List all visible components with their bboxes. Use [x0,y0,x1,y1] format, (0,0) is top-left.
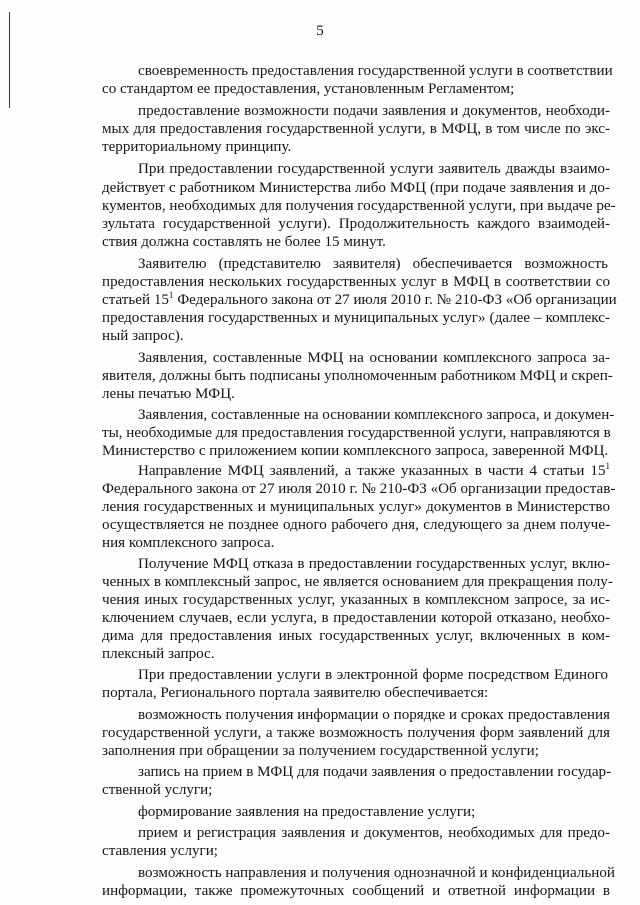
text-line: мых для предоставления государственной услуги, в МФЦ, в том числе по экс- [102,121,610,137]
text-line: ставления услуги; [102,843,218,859]
text-line: ственной услуги; [102,782,213,798]
text-line: предоставления нескольких государственных услуг в МФЦ в соответствии со [102,274,610,290]
text-line: дима для предоставления иных государственных услуг, включенных в ком- [102,628,610,644]
text-line: территориальному принципу. [102,139,292,155]
text-line: предоставление возможности подачи заявления и документов, необходи- [138,103,610,119]
text-line: Направление МФЦ заявлений, а также указанных в части 4 статьи $15^1$ [138,461,610,479]
text-line: Министерство с приложением копии комплексного запроса, заверенной МФЦ. [102,443,609,459]
text-line: Заявления, составленные МФЦ на основании комплексного запроса за- [138,350,610,366]
text-line: При предоставлении государственной услуги заявитель дважды взаимо- [138,161,610,177]
text-line: Заявителю (представителю заявителя) обеспечивается возможность [138,256,608,272]
text-line: лены печатью МФЦ. [102,386,235,402]
text-line: Получение МФЦ отказа в предоставлении государственных услуг, вклю- [138,556,610,572]
text-line: ствия должна составлять не более 15 минут. [102,234,386,250]
text-line: прием и регистрация заявления и документов, необходимых для предо- [138,825,610,841]
text-line: ления государственных и муниципальных услуг» документов в Министерство [102,499,610,515]
text-line: осуществляется не позднее одного рабочего дня, следующего за днем получе- [102,517,610,533]
text-line: Заявления, составленные на основании комплексного запроса, и докумен- [138,407,615,423]
text-line: явителя, должны быть подписаны уполномоченным работником МФЦ и скреп- [102,368,613,384]
text-line: портала, Регионального портала заявителю обеспечивается: [102,685,489,701]
text-line: плексный запрос. [102,646,215,662]
text-line: ченных в комплексный запрос, не является основанием для прекращения полу- [102,574,613,590]
text-line: своевременность предоставления государственной услуги в соответствии [138,63,613,79]
text-line: формирование заявления на предоставление услуги; [138,804,476,820]
text-line: ный запрос). [102,328,184,344]
text-line: При предоставлении услуги в электронной форме посредством Единого [138,667,608,683]
text-line: информации, также промежуточных сообщений и ответной информации в [102,883,610,899]
text-line: ния комплексного запроса. [102,535,275,551]
text-line: Федерального закона от 27 июля 2010 г. № 210-ФЗ «Об организации предостав- [102,481,616,497]
text-line: действует с работником Министерства либо МФЦ (при подаче заявления и до- [102,180,610,196]
text-line: статьей $15^1$ Федерального закона от 27 июля 2010 г. № 210-ФЗ «Об организации [102,290,617,308]
page-number: 5 [316,23,324,39]
text-line: заполнения при обращении за получением государственной услуги; [102,743,539,759]
text-line: чения иных государственных услуг, указанных в комплексном запросе, за ис- [102,592,610,608]
text-line: кументов, необходимых для получения государственной услуги, при выдаче ре- [102,198,616,214]
text-line: ключением случаев, если услуга, в предоставлении которой отказано, необхо- [102,610,610,626]
text-line: со стандартом ее предоставления, установленным Регламентом; [102,81,515,97]
text-line: возможность получения информации о порядке и сроках предоставления [138,707,610,723]
text-line: зультата государственной услуги). Продолжительность каждого взаимодей- [102,216,610,232]
text-line: ты, необходимые для предоставления государственной услуги, направляются в [102,425,611,441]
text-line: возможность направления и получения однозначной и конфиденциальной [138,865,615,881]
text-line: запись на прием в МФЦ для подачи заявления о предоставлении государ- [138,764,612,780]
text-line: государственной услуги, а также возможность получения форм заявлений для [102,725,610,741]
text-line: предоставления государственных и муниципальных услуг» (далее – комплекс- [102,310,610,326]
